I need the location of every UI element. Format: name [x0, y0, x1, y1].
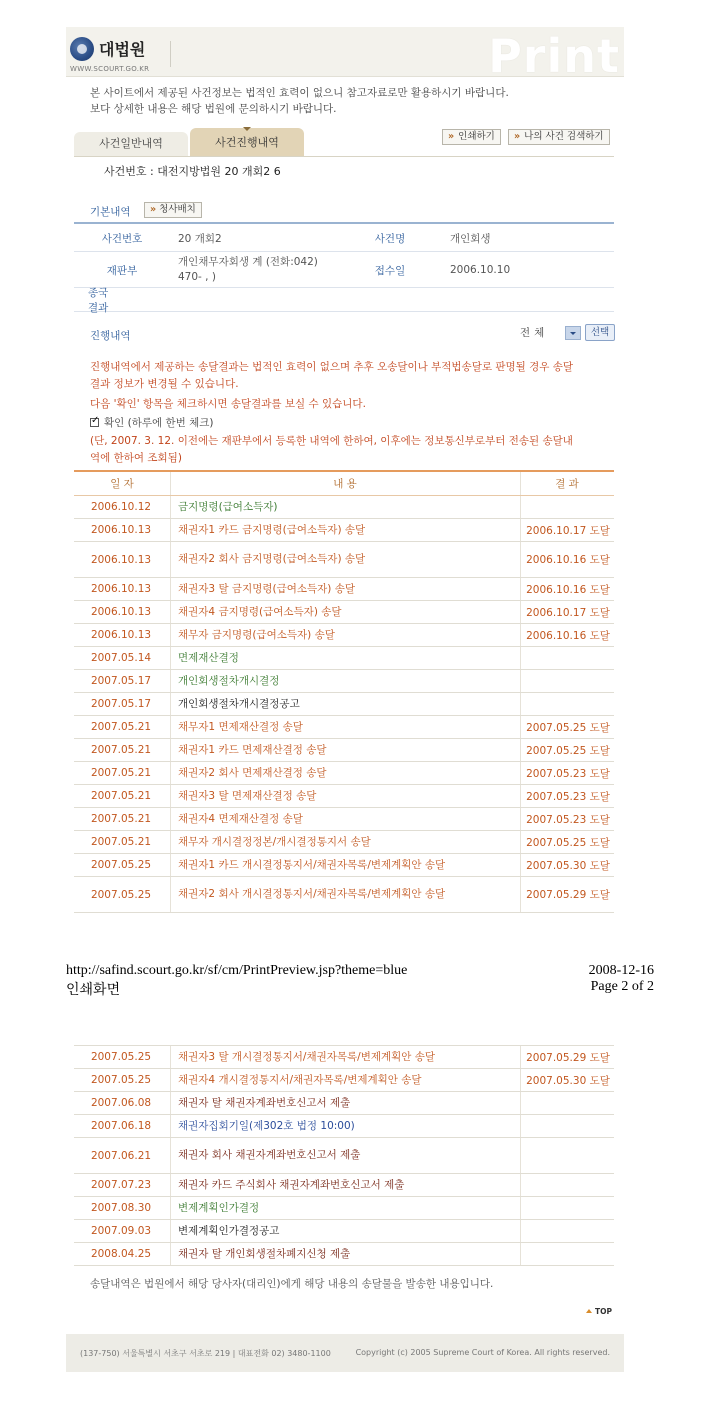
print-title: Print [488, 29, 620, 83]
column-divider [520, 1092, 521, 1114]
case-number: 사건번호 : 대전지방법원 20 개회2 6 [104, 165, 281, 178]
row-content: 개인회생절차개시결정 [178, 674, 280, 687]
row-result: 2007.05.25 도달 [526, 836, 610, 849]
row-date: 2006.10.13 [90, 524, 152, 536]
column-divider [170, 1046, 171, 1068]
row-result [522, 1092, 614, 1114]
chevron-right-icon: » [448, 131, 455, 142]
column-divider [520, 1069, 521, 1091]
row-result: 2006.10.17 도달 [526, 606, 610, 619]
confirm-check-row[interactable] [90, 415, 214, 430]
site-footer [66, 1334, 624, 1372]
row-result: 2007.05.23 도달 [526, 790, 610, 803]
logo-name: 대법원 [99, 40, 146, 59]
column-divider [170, 785, 171, 807]
print-button[interactable] [442, 129, 501, 145]
row-content: 채권자4 금지명령(급여소득자) 송달 [178, 605, 342, 618]
row-result: 2007.05.30 도달 [526, 859, 610, 872]
row-content: 채권자집회기일(제302호 법정 10:00) [178, 1119, 355, 1132]
column-divider [520, 542, 521, 577]
column-divider [170, 1069, 171, 1091]
row-content: 개인회생절차개시결정공고 [178, 697, 300, 710]
tab-case-general[interactable]: 사건일반내역 [74, 132, 188, 156]
table-row [74, 808, 614, 831]
column-divider [170, 1220, 171, 1242]
print-button-label: 인쇄하기 [458, 131, 495, 142]
column-divider [520, 670, 521, 692]
row-date: 2007.05.21 [90, 767, 152, 779]
basic-row [74, 224, 614, 252]
row-date: 2007.05.17 [90, 698, 152, 710]
row-result: 2006.10.17 도달 [526, 524, 610, 537]
header-date: 일 자 [110, 478, 134, 490]
row-content: 채권자1 카드 금지명령(급여소득자) 송달 [178, 523, 366, 536]
column-divider [520, 1174, 521, 1196]
row-date: 2007.05.25 [90, 859, 152, 871]
warning-line: 결과 정보가 변경될 수 있습니다. [90, 378, 239, 390]
row-content: 채권자3 탈 면제재산결정 송달 [178, 789, 317, 802]
warning-line: 진행내역에서 제공하는 송달결과는 법적인 효력이 없으며 추후 오송달이나 부적법송달로 판명될 경우 송달 [90, 361, 574, 373]
row-result [522, 496, 614, 518]
row-content: 변제계획인가결정공고 [178, 1224, 280, 1237]
row-content: 면제재산결정 [178, 651, 239, 664]
column-divider [520, 785, 521, 807]
row-result [522, 1197, 614, 1219]
column-divider [170, 1243, 171, 1265]
column-divider [170, 496, 171, 518]
row-content: 변제계획인가결정 [178, 1201, 260, 1214]
row-date: 2007.05.21 [90, 836, 152, 848]
note-line: (단, 2007. 3. 12. 이전에는 재판부에서 등록한 내역에 한하여, 이후에는 정보통신부로부터 전송된 송달내 [90, 435, 573, 447]
row-content: 채권자 탈 개인회생절차폐지신청 제출 [178, 1247, 351, 1260]
row-content: 채권자4 개시결정통지서/채권자목록/변제계획안 송달 [178, 1073, 422, 1086]
column-divider [520, 1243, 521, 1265]
header-result: 결 과 [555, 478, 579, 490]
column-divider [170, 578, 171, 600]
court-logo[interactable] [70, 35, 170, 73]
table-row [74, 1197, 614, 1220]
row-date: 2007.05.14 [90, 652, 152, 664]
my-case-search-button[interactable] [508, 129, 610, 145]
column-divider [170, 647, 171, 669]
row-result [522, 1115, 614, 1137]
table-row [74, 670, 614, 693]
table-row [74, 1046, 614, 1069]
row-content: 채권자 탈 채권자계좌번호신고서 제출 [178, 1096, 351, 1109]
column-divider [520, 496, 521, 518]
page-number: Page 2 of 2 [590, 979, 654, 994]
row-content: 채권자 카드 주식회사 채권자계좌번호신고서 제출 [178, 1178, 405, 1191]
row-date: 2007.05.21 [90, 721, 152, 733]
column-divider [170, 542, 171, 577]
column-divider [170, 1092, 171, 1114]
column-divider [170, 693, 171, 715]
column-divider [520, 854, 521, 876]
label-case-number: 사건번호 [101, 232, 143, 245]
row-date: 2007.05.25 [90, 1074, 152, 1086]
courthouse-map-button[interactable] [144, 202, 202, 218]
basic-row [74, 252, 614, 288]
row-content: 채무자1 면제재산결정 송달 [178, 720, 303, 733]
progress-table-continued [74, 1045, 614, 1266]
filter-select-button[interactable]: 선택 [585, 324, 615, 341]
row-date: 2007.05.25 [90, 888, 152, 901]
row-result: 2007.05.29 도달 [526, 889, 610, 901]
row-result: 2006.10.16 도달 [526, 583, 610, 596]
row-date: 2007.05.21 [90, 790, 152, 802]
filter-selected-value: 전체 [520, 327, 549, 339]
row-date: 2007.07.23 [90, 1179, 152, 1191]
row-content: 채권자3 탈 금지명령(급여소득자) 송달 [178, 582, 356, 595]
row-result [522, 693, 614, 715]
label-case-name: 사건명 [374, 232, 406, 245]
column-divider [520, 472, 521, 495]
table-row [74, 831, 614, 854]
row-result: 2007.05.25 도달 [526, 744, 610, 757]
column-divider [520, 647, 521, 669]
row-date: 2008.04.25 [90, 1248, 152, 1260]
row-result [522, 1243, 614, 1265]
row-result: 2007.05.30 도달 [526, 1074, 610, 1087]
table-row [74, 1220, 614, 1243]
column-divider [520, 1197, 521, 1219]
progress-label: 진행내역 [90, 330, 131, 342]
row-result: 2007.05.23 도달 [526, 813, 610, 826]
table-row [74, 496, 614, 519]
row-result [522, 1220, 614, 1242]
row-result [522, 1138, 614, 1173]
row-date: 2007.09.03 [90, 1225, 152, 1237]
column-divider [170, 472, 171, 495]
filter-dropdown[interactable] [565, 326, 581, 340]
row-content: 채권자 회사 채권자계좌번호신고서 제출 [178, 1149, 361, 1161]
row-content: 채권자2 회사 금지명령(급여소득자) 송달 [178, 553, 366, 565]
table-row [74, 854, 614, 877]
confirm-checkbox[interactable] [90, 418, 99, 427]
table-row [74, 1174, 614, 1197]
row-content: 채무자 금지명령(급여소득자) 송달 [178, 628, 335, 641]
row-result: 2006.10.16 도달 [526, 554, 610, 566]
column-divider [520, 1220, 521, 1242]
courthouse-map-label: 청사배치 [159, 204, 196, 215]
row-date: 2007.06.18 [90, 1120, 152, 1132]
header-content: 내 용 [333, 478, 357, 490]
row-content: 채권자4 면제재산결정 송달 [178, 812, 303, 825]
column-divider [170, 739, 171, 761]
label-filing-date: 접수일 [374, 264, 406, 277]
row-content: 채권자1 카드 면제재산결정 송달 [178, 743, 327, 756]
logo-url: WWW.SCOURT.GO.KR [70, 65, 150, 73]
row-date: 2006.10.13 [90, 553, 152, 566]
row-result [522, 647, 614, 669]
column-divider [170, 1138, 171, 1173]
delivery-footnote: 송달내역은 법원에서 해당 당사자(대리인)에게 해당 내용의 송달물을 발송한 내용입니다. [90, 1278, 494, 1290]
row-date: 2006.10.13 [90, 583, 152, 595]
table-row [74, 624, 614, 647]
column-divider [520, 601, 521, 623]
value-case-name: 개인회생 [450, 232, 491, 245]
table-row [74, 1069, 614, 1092]
row-result: 2007.05.29 도달 [526, 1051, 610, 1064]
column-divider [170, 762, 171, 784]
value-filing-date: 2006.10.10 [450, 264, 511, 276]
footer-copyright: Copyright (c) 2005 Supreme Court of Korea. All rights reserved. [355, 1348, 610, 1357]
table-row [74, 542, 614, 578]
row-result: 2007.05.23 도달 [526, 767, 610, 780]
table-row [74, 877, 614, 913]
row-date: 2007.05.21 [90, 744, 152, 756]
note-line: 역에 한하여 조회됨) [90, 452, 182, 464]
row-date: 2007.06.21 [90, 1149, 152, 1162]
row-date: 2006.10.13 [90, 629, 152, 641]
logo-divider [170, 41, 171, 67]
row-content: 금지명령(급여소득자) [178, 500, 278, 513]
progress-table [74, 470, 614, 913]
table-row [74, 762, 614, 785]
table-row [74, 693, 614, 716]
row-date: 2007.05.21 [90, 813, 152, 825]
label-court-division: 재판부 [106, 264, 138, 277]
back-to-top-link[interactable]: TOP [586, 1307, 612, 1316]
column-divider [520, 578, 521, 600]
column-divider [520, 624, 521, 646]
notice-line: 보다 상세한 내용은 해당 법원에 문의하시기 바랍니다. [90, 103, 337, 115]
row-date: 2007.08.30 [90, 1202, 152, 1214]
chevron-right-icon: » [150, 204, 157, 215]
table-body [74, 1046, 614, 1266]
column-divider [520, 1046, 521, 1068]
column-divider [520, 877, 521, 912]
column-divider [170, 877, 171, 912]
column-divider [170, 716, 171, 738]
label-final-result: 종국결과 [88, 287, 109, 314]
table-row [74, 1092, 614, 1115]
footer-address: (137-750) 서울특별시 서초구 서초로 219 | 대표전화 02) 3480-1100 [80, 1349, 331, 1358]
row-result: 2007.05.25 도달 [526, 721, 610, 734]
column-divider [170, 624, 171, 646]
table-row [74, 739, 614, 762]
tab-underline [74, 156, 614, 157]
column-divider [520, 716, 521, 738]
row-result [522, 670, 614, 692]
row-date: 2006.10.13 [90, 606, 152, 618]
column-divider [520, 831, 521, 853]
print-label: 인쇄화면 [66, 983, 121, 998]
print-url: http://safind.scourt.go.kr/sf/cm/PrintPreview.jsp?theme=blue [66, 963, 408, 978]
table-row [74, 1243, 614, 1266]
confirm-check-label: 확인 (하루에 한번 체크) [104, 417, 214, 429]
column-divider [170, 808, 171, 830]
row-date: 2007.05.25 [90, 1051, 152, 1063]
chevron-right-icon: » [514, 131, 521, 142]
tab-case-progress[interactable]: 사건진행내역 [190, 128, 304, 156]
row-result: 2006.10.16 도달 [526, 629, 610, 642]
column-divider [520, 808, 521, 830]
row-content: 채무자 개시결정정본/개시결정통지서 송달 [178, 835, 371, 848]
row-content: 채권자3 탈 개시결정통지서/채권자목록/변제계획안 송달 [178, 1050, 436, 1063]
table-row [74, 1138, 614, 1174]
table-row [74, 716, 614, 739]
value-court-division: 개인채무자회생 계 (전화:042) 470- , ) [178, 256, 318, 283]
column-divider [170, 519, 171, 541]
delivery-warning [90, 359, 573, 393]
table-row [74, 647, 614, 670]
basic-row [74, 288, 614, 312]
column-divider [170, 1115, 171, 1137]
row-date: 2007.05.17 [90, 675, 152, 687]
row-result [522, 1174, 614, 1196]
column-divider [170, 854, 171, 876]
column-divider [520, 693, 521, 715]
court-emblem-icon [70, 37, 94, 61]
column-divider [170, 1197, 171, 1219]
column-divider [170, 1174, 171, 1196]
column-divider [170, 831, 171, 853]
table-row [74, 519, 614, 542]
query-scope-note [90, 433, 573, 467]
column-divider [520, 762, 521, 784]
table-row [74, 1115, 614, 1138]
table-row [74, 785, 614, 808]
table-row [74, 578, 614, 601]
disclaimer-notice [90, 85, 509, 117]
print-header [66, 27, 624, 83]
column-divider [520, 1115, 521, 1137]
column-divider [170, 601, 171, 623]
print-date: 2008-12-16 [588, 963, 654, 978]
check-instruction: 다음 '확인' 항목을 체크하시면 송달결과를 보실 수 있습니다. [90, 398, 366, 410]
my-case-search-label: 나의 사건 검색하기 [524, 131, 604, 142]
table-body [74, 496, 614, 913]
column-divider [170, 670, 171, 692]
basic-info-label: 기본내역 [90, 206, 131, 218]
row-content: 채권자2 회사 면제재산결정 송달 [178, 766, 327, 779]
basic-info-table [74, 222, 614, 312]
column-divider [520, 519, 521, 541]
table-row [74, 601, 614, 624]
column-divider [520, 739, 521, 761]
row-content: 채권자2 회사 개시결정통지서/채권자목록/변제계획안 송달 [178, 888, 446, 900]
value-case-number: 20 개회2 [178, 232, 222, 245]
row-date: 2006.10.12 [90, 501, 152, 513]
notice-line: 본 사이트에서 제공된 사건정보는 법적인 효력이 없으니 참고자료로만 활용하시기 바랍니다. [90, 87, 509, 99]
row-date: 2007.06.08 [90, 1097, 152, 1109]
table-header [74, 470, 614, 496]
column-divider [520, 1138, 521, 1173]
row-content: 채권자1 카드 개시결정통지서/채권자목록/변제계획안 송달 [178, 858, 446, 871]
